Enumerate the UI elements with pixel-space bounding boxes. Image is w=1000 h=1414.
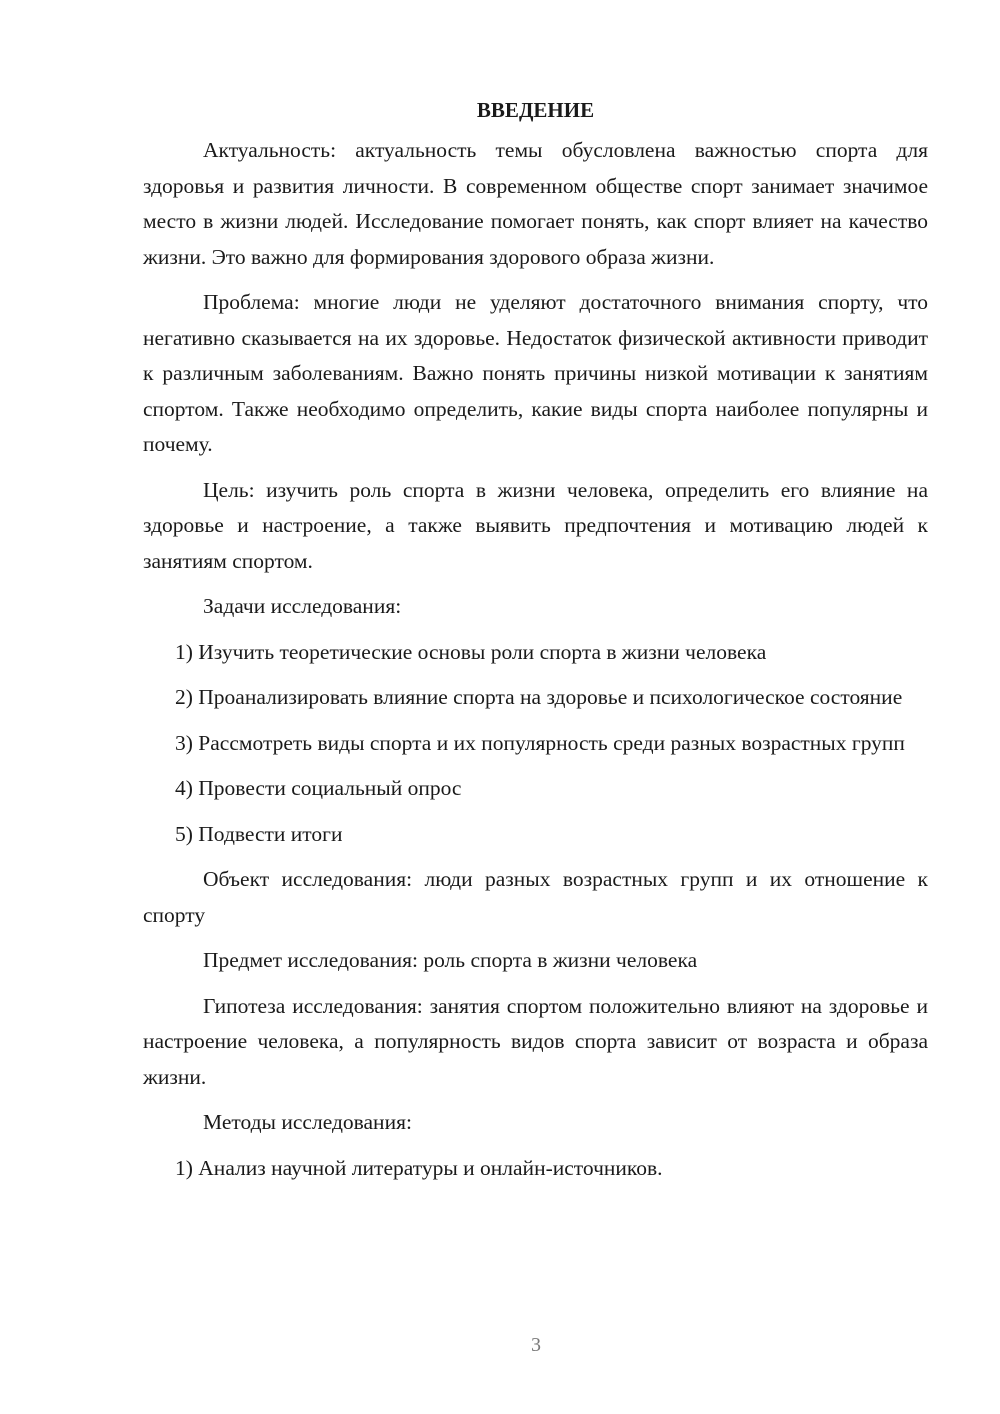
method-item: 1) Анализ научной литературы и онлайн-источников. xyxy=(175,1155,663,1180)
task-item: 5) Подвести итоги xyxy=(175,821,343,846)
task-item: 1) Изучить теоретические основы роли спорта в жизни человека xyxy=(175,639,767,664)
tasks-heading: Задачи исследования: xyxy=(203,594,402,618)
paragraph-relevance: Актуальность: актуальность темы обусловлена важностью спорта для здоровья и развития личности. В современном обществе спорт занимает значимое место в жизни людей. Исследование помогает понять, как спорт влияет на качество жизни. Это важно для формирования здорового образа жизни. xyxy=(143,138,928,269)
paragraph-hypothesis: Гипотеза исследования: занятия спортом положительно влияют на здоровье и настроение человека, а популярность видов спорта зависит от возраста и образа жизни. xyxy=(143,993,928,1089)
methods-heading: Методы исследования: xyxy=(203,1110,412,1134)
paragraph-goal: Цель: изучить роль спорта в жизни человека, определить его влияние на здоровье и настроение, а также выявить предпочтения и мотивацию людей к занятиям спортом. xyxy=(143,477,928,573)
paragraph-object: Объект исследования: люди разных возрастных групп и их отношение к спорту xyxy=(143,867,928,927)
task-item: 3) Рассмотреть виды спорта и их популярность среди разных возрастных групп xyxy=(175,730,905,755)
document-page xyxy=(143,93,928,1186)
paragraph-problem: Проблема: многие люди не уделяют достаточного внимания спорту, что негативно сказывается на их здоровье. Недостаток физической активности приводит к различным заболеваниям. Важно понять причины низкой мотивации к занятиям спортом. Также необходимо определить, какие виды спорта наиболее популярны и почему. xyxy=(143,290,928,456)
task-item: 4) Провести социальный опрос xyxy=(175,776,462,800)
page-title: ВВЕДЕНИЕ xyxy=(476,98,595,122)
page-number: 3 xyxy=(531,1334,541,1356)
task-item: 2) Проанализировать влияние спорта на здоровье и психологическое состояние xyxy=(175,685,903,709)
paragraph-subject: Предмет исследования: роль спорта в жизни человека xyxy=(203,948,698,972)
